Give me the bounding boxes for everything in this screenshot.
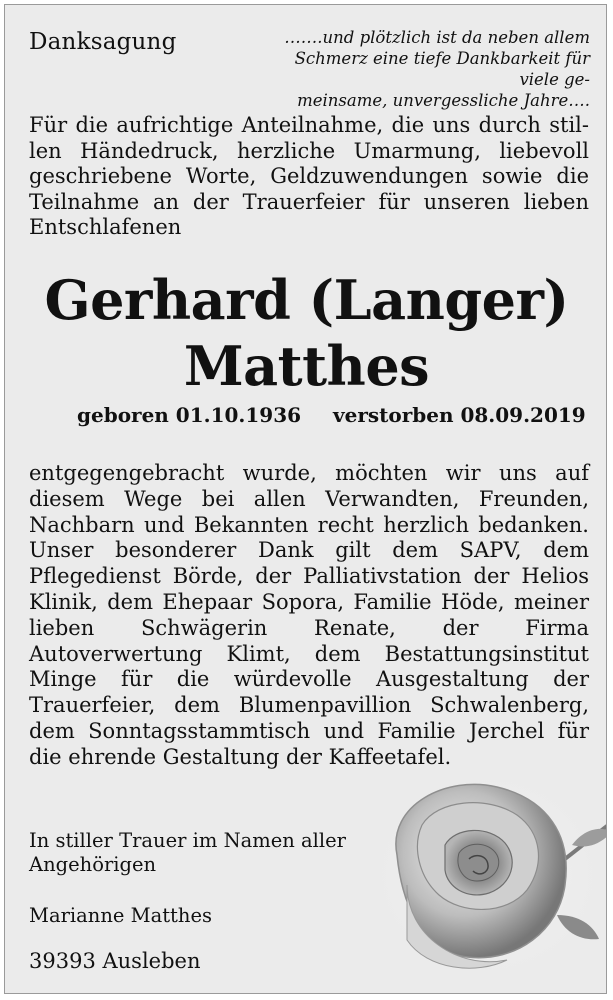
quote-line: Schmerz eine tiefe Dankbarkeit für viele ge-	[294, 49, 590, 89]
death-date: verstorben 08.09.2019	[333, 403, 586, 427]
thanks-line: Minge für die würdevolle Ausgestaltung der	[29, 667, 589, 692]
thanks-line: Autoverwertung Klimt, dem Bestattungsinstitut	[29, 641, 589, 666]
signoff-line: Angehörigen	[29, 853, 157, 876]
thanks-line: Pflegedienst Börde, der Palliativstation der Helios	[29, 564, 589, 589]
signoff	[29, 829, 346, 877]
signer-name: Marianne Matthes	[29, 904, 213, 927]
intro-line: Entschlafenen	[29, 215, 182, 239]
thanks-paragraph	[29, 461, 589, 771]
intro-line: Teilnahme an der Trauerfeier für unseren lieben	[29, 189, 589, 214]
notice-heading: Danksagung	[29, 29, 177, 55]
intro-line: len Händedruck, herzliche Umarmung, liebevoll	[29, 138, 589, 163]
thanks-line: entgegengebracht wurde, möchten wir uns auf	[29, 461, 589, 485]
thanks-line: Nachbarn und Bekannten recht herzlich bedanken.	[29, 512, 589, 537]
rose-image	[367, 765, 607, 985]
intro-line: geschriebene Worte, Geldzuwendungen sowie die	[29, 164, 589, 188]
birth-date: geboren 01.10.1936	[77, 403, 302, 427]
thanks-line: Trauerfeier, dem Blumenpavillion Schwalenberg,	[29, 693, 589, 718]
intro-paragraph	[29, 113, 589, 241]
thanks-line: lieben Schwägerin Renate, der Firma	[29, 615, 589, 640]
thanks-line: dem Sonntagsstammtisch und Familie Jerchel für	[29, 718, 589, 743]
deceased-name	[5, 267, 607, 399]
thanks-line: die ehrende Gestaltung der Kaffeetafel.	[29, 744, 452, 769]
signer-location: 39393 Ausleben	[29, 949, 201, 973]
quote-line: meinsame, unvergessliche Jahre….	[297, 91, 590, 110]
thanks-line: diesem Wege bei allen Verwandten, Freunden,	[29, 486, 589, 511]
obituary-notice	[4, 4, 607, 994]
quote-block	[250, 27, 590, 111]
intro-line: Für die aufrichtige Anteilnahme, die uns durch stil-	[29, 113, 589, 137]
thanks-line: Klinik, dem Ehepaar Sopora, Familie Höde, meiner	[29, 589, 589, 614]
name-line: Matthes	[183, 334, 430, 398]
name-line: Gerhard (Langer)	[44, 268, 569, 332]
signoff-line: In stiller Trauer im Namen aller	[29, 829, 347, 852]
quote-line: …….und plötzlich ist da neben allem	[284, 28, 590, 47]
thanks-line: Unser besonderer Dank gilt dem SAPV, dem	[29, 538, 589, 563]
